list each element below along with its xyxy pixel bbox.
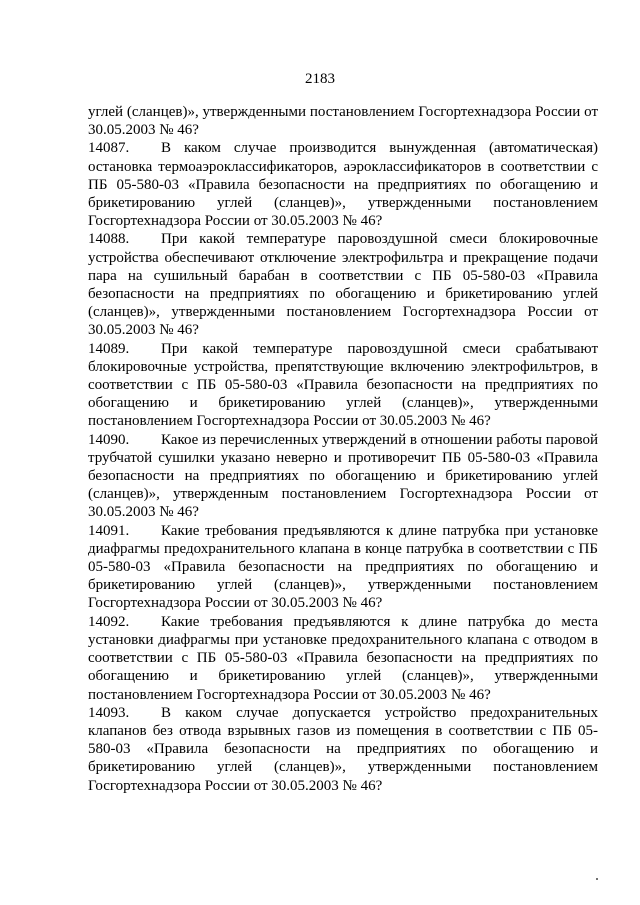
question-item [88,704,598,795]
question-item [88,340,598,431]
document-body [88,103,598,795]
question-text: В каком случае допускается устройство предохранительных клапанов без отвода взрывных газов из помещения в соответствии с ПБ 05-580-03 «Правила безопасности на предприятиях по обогащению и брикетированию углей (сланцев)», утвержденными постановлением Госгортехнадзора России от 30.05.2003 № 46? [88,704,598,794]
question-number: 14088. [88,231,130,248]
question-number: 14090. [88,431,130,448]
question-number: 14089. [88,340,130,357]
question-text: В каком случае производится вынужденная (автоматическая) остановка термоаэроклассификаторов, аэроклассификаторов в соответствии с ПБ 05-580-03 «Правила безопасности на предприятиях по обогащению и брикетированию углей (сланцев)», утвержденными постановлением Госгортехнадзора России от 30.05.2003 № 46? [88,140,598,230]
scan-speck [596,878,598,880]
question-text: Какое из перечисленных утверждений в отношении работы паровой трубчатой сушилки указано неверно и противоречит ПБ 05-580-03 «Правила безопасности на предприятиях по обогащению и брикетированию углей (сланцев)», утвержденным постановлением Госгортехнадзора России от 30.05.2003 № 46? [88,431,598,521]
question-item [88,431,598,522]
question-text: Какие требования предъявляются к длине патрубка до места установки диафрагмы при установке предохранительного клапана с отводом в соответствии с ПБ 05-580-03 «Правила безопасности на предприятиях по обогащению и брикетированию углей (сланцев)», утвержденными постановлением Госгортехнадзора России от 30.05.2003 № 46? [88,613,598,703]
continuation-text: углей (сланцев)», утвержденными постановлением Госгортехнадзора России от 30.05.2003 № 46? [88,104,598,139]
question-number: 14087. [88,140,130,157]
question-item [88,139,598,230]
question-item [88,522,598,613]
question-number: 14091. [88,522,130,539]
question-number: 14093. [88,704,130,721]
question-text: При какой температуре паровоздушной смеси блокировочные устройства обеспечивают отключение электрофильтра и прекращение подачи пара на сушильный барабан в соответствии с ПБ 05-580-03 «Правила безопасности на предприятиях по обогащению и брикетированию углей (сланцев)», утвержденными постановлением Госгортехнадзора России от 30.05.2003 № 46? [88,231,598,339]
page-number: 2183 [305,71,335,87]
question-item [88,613,598,704]
question-item [88,230,598,339]
question-number: 14092. [88,613,130,630]
question-text: Какие требования предъявляются к длине патрубка при установке диафрагмы предохранительного клапана в конце патрубка в соответствии с ПБ 05-580-03 «Правила безопасности на предприятиях по обогащению и брикетированию углей (сланцев)», утвержденными постановлением Госгортехнадзора России от 30.05.2003 № 46? [88,522,598,612]
question-text: При какой температуре паровоздушной смеси срабатывают блокировочные устройства, препятствующие включению электрофильтров, в соответствии с ПБ 05-580-03 «Правила безопасности на предприятиях по обогащению и брикетированию углей (сланцев)», утвержденными постановлением Госгортехнадзора России от 30.05.2003 № 46? [88,340,598,430]
